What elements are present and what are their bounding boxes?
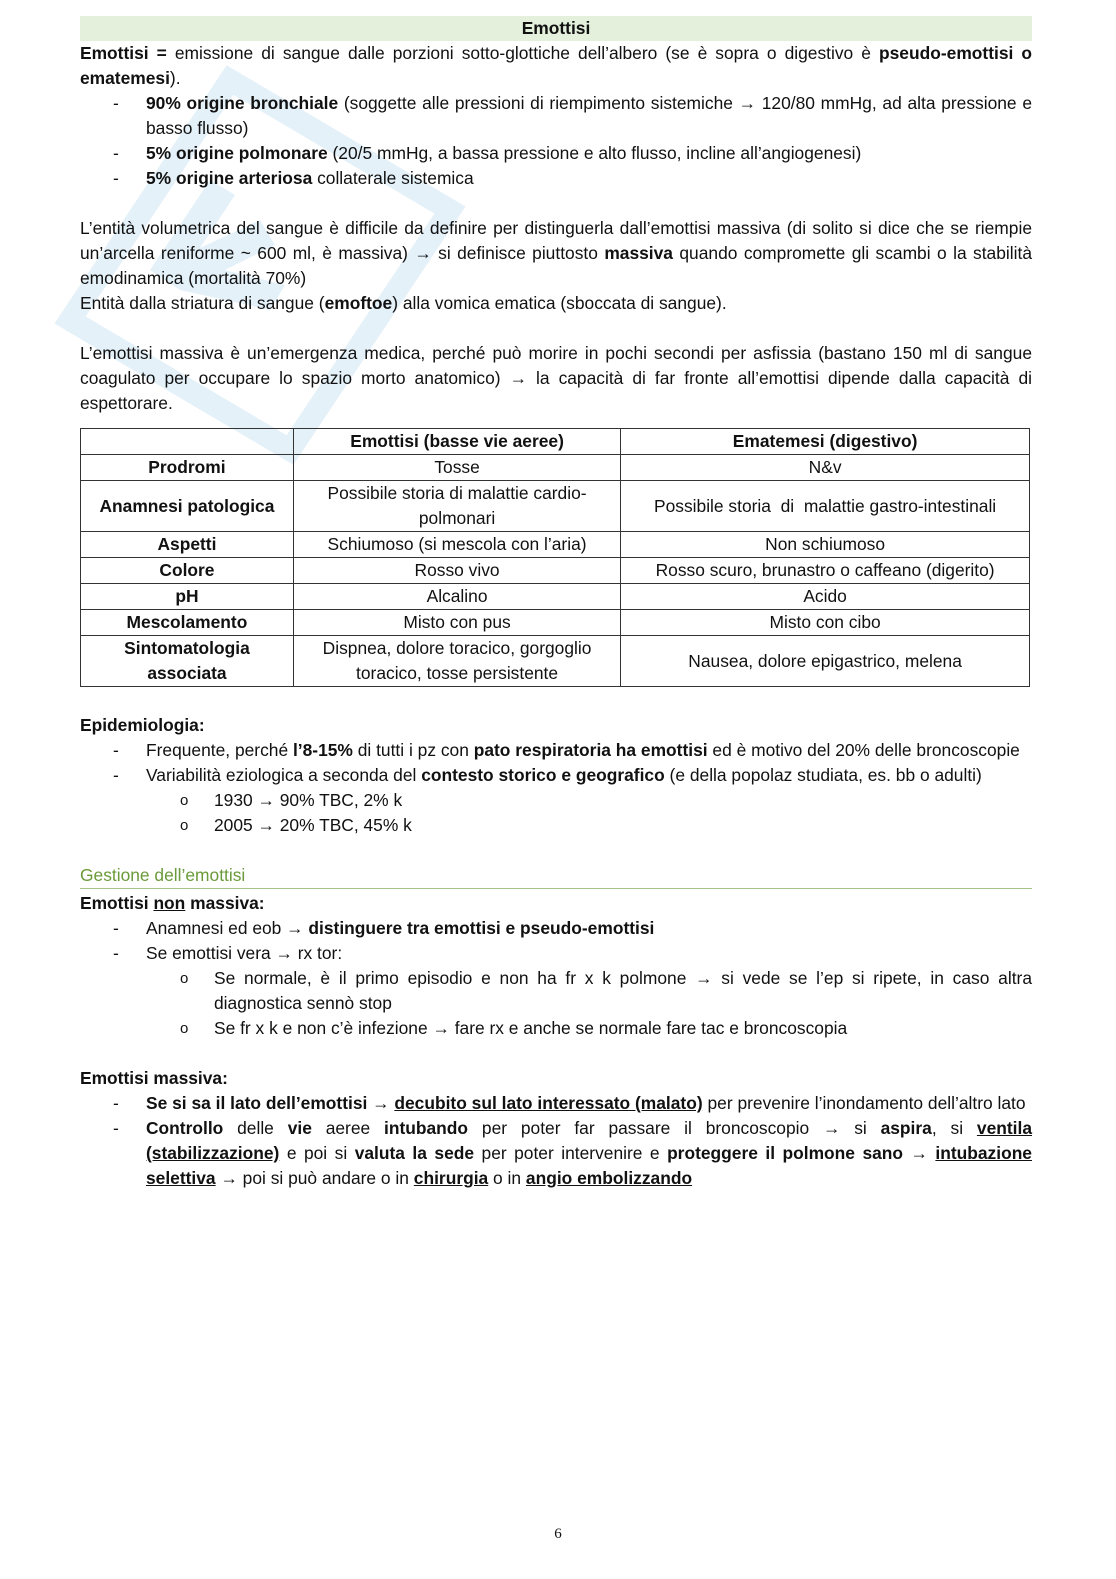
list-item: o 2005 → 20% TBC, 45% k — [80, 813, 1032, 838]
table-row — [81, 636, 1030, 687]
list-item: o Se fr x k e non c’è infezione → fare rx e anche se normale fare tac e broncoscopia — [80, 1016, 1032, 1041]
list-item: - Controllo delle vie aeree intubando per poter far passare il broncoscopio → si aspira, si ventila (stabilizzazione) e poi si valuta la sede per poter intervenire e proteggere il polmone sano → intubazione selettiva → poi si può andare o in chirurgia o in angio embolizzando — [80, 1116, 1032, 1191]
volume-paragraph: L’entità volumetrica del sangue è difficile da definire per distinguerla dall’emottisi massiva (di solito si dice che se riempie un’arcella reniforme ~ 600 ml, è massiva) → si definisce piuttosto massiva quando compromette gli scambi o la stabilità emodinamica (mortalità 70%) — [80, 218, 1032, 288]
list-item: - Anamnesi ed eob → distinguere tra emottisi e pseudo-emottisi — [80, 916, 1032, 941]
row-label: Aspetti — [81, 532, 294, 558]
table-cell: Misto con pus — [293, 610, 620, 636]
emergency-paragraph: L’emottisi massiva è un’emergenza medica, perché può morire in pochi secondi per asfissia (bastano 150 ml di sangue coagulato per occupare lo spazio morto anatomico) → la capacità di far fronte all’emottisi dipende dalla capacità di espettorare. — [80, 343, 1032, 413]
table-row — [81, 558, 1030, 584]
table-cell: Tosse — [293, 455, 620, 481]
non-massive-sublist — [80, 966, 1032, 1041]
row-label: Anamnesi patologica — [81, 481, 294, 532]
table-header-row — [81, 429, 1030, 455]
table-row — [81, 481, 1030, 532]
document-page — [80, 16, 1032, 1191]
entity-paragraph: Entità dalla striatura di sangue (emoftoe) alla vomica ematica (sboccata di sangue). — [80, 293, 727, 313]
list-item: - 90% origine bronchiale (soggette alle pressioni di riempimento sistemiche → 120/80 mmHg, ad alta pressione e basso flusso) — [80, 91, 1032, 141]
table-cell: Rosso scuro, brunastro o caffeano (digerito) — [621, 558, 1030, 584]
table-cell: Acido — [621, 584, 1030, 610]
table-cell: Misto con cibo — [621, 610, 1030, 636]
definition-end: ). — [169, 68, 181, 88]
table-row — [81, 584, 1030, 610]
list-item: - 5% origine arteriosa collaterale sistemica — [80, 166, 1032, 191]
massive-list — [80, 1091, 1032, 1191]
table-cell: Alcalino — [293, 584, 620, 610]
table-row — [81, 532, 1030, 558]
definition-text: emissione di sangue dalle porzioni sotto-glottiche dell’albero (se è sopra o digestivo è — [166, 43, 880, 63]
table-cell: Schiumoso (si mescola con l’aria) — [293, 532, 620, 558]
epidemiology-sublist — [80, 788, 1032, 838]
table-header-cell: Ematemesi (digestivo) — [621, 429, 1030, 455]
list-item: - 5% origine polmonare (20/5 mmHg, a bassa pressione e alto flusso, incline all’angiogenesi) — [80, 141, 1032, 166]
table-header-cell: Emottisi (basse vie aeree) — [293, 429, 620, 455]
comparison-table — [80, 428, 1030, 687]
non-massive-heading: Emottisi non massiva: — [80, 893, 265, 913]
row-label: Colore — [81, 558, 294, 584]
table-cell: Rosso vivo — [293, 558, 620, 584]
table-header-cell — [81, 429, 294, 455]
list-item: - Se emottisi vera → rx tor: — [80, 941, 1032, 966]
row-label: Mescolamento — [81, 610, 294, 636]
massive-heading: Emottisi massiva: — [80, 1068, 228, 1088]
table-cell: Non schiumoso — [621, 532, 1030, 558]
definition-bold: pseudo-emottisi o ematemesi — [80, 43, 1032, 88]
table-cell: Dispnea, dolore toracico, gorgoglio toracico, tosse persistente — [293, 636, 620, 687]
epidemiology-heading: Epidemiologia: — [80, 715, 205, 735]
table-row — [81, 610, 1030, 636]
table-cell: Nausea, dolore epigastrico, melena — [621, 636, 1030, 687]
list-item: o 1930 → 90% TBC, 2% k — [80, 788, 1032, 813]
non-massive-list — [80, 916, 1032, 966]
row-label: Sintomatologia associata — [81, 636, 294, 687]
list-item: o Se normale, è il primo episodio e non ha fr x k polmone → si vede se l’ep si ripete, in caso altra diagnostica sennò stop — [80, 966, 1032, 1016]
row-label: pH — [81, 584, 294, 610]
list-item: - Frequente, perché l’8-15% di tutti i pz con pato respiratoria ha emottisi ed è motivo del 20% delle broncoscopie — [80, 738, 1032, 763]
table-row — [81, 455, 1030, 481]
epidemiology-list — [80, 738, 1032, 788]
definition-term: Emottisi = — [80, 43, 167, 63]
origin-list — [80, 91, 1032, 191]
list-item: - Variabilità eziologica a seconda del contesto storico e geografico (e della popolaz studiata, es. bb o adulti) — [80, 763, 1032, 788]
table-cell: Possibile storia di malattie gastro-intestinali — [621, 481, 1030, 532]
row-label: Prodromi — [81, 455, 294, 481]
list-item: - Se si sa il lato dell’emottisi → decubito sul lato interessato (malato) per prevenire l’inondamento dell’altro lato — [80, 1091, 1032, 1116]
table-cell: N&v — [621, 455, 1030, 481]
section-heading: Gestione dell’emottisi — [80, 863, 1032, 889]
page-number: 6 — [554, 1526, 562, 1542]
definition-paragraph — [80, 41, 1032, 91]
table-cell: Possibile storia di malattie cardio-polmonari — [293, 481, 620, 532]
page-title: Emottisi — [80, 16, 1032, 41]
